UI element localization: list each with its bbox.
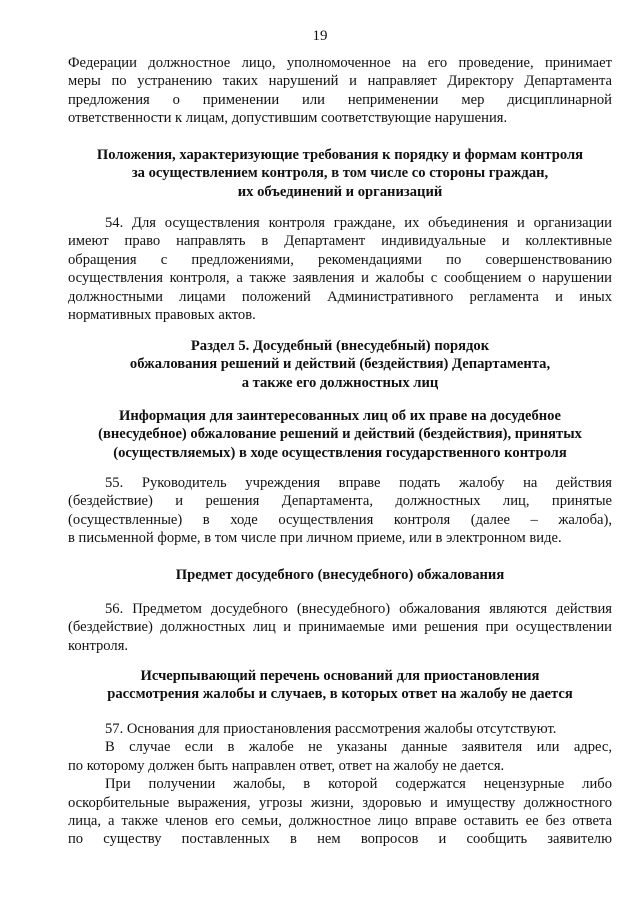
text-line: Федерации должностное лицо, уполномоченное на его проведение, принимает [68,55,612,71]
paragraph-55 [68,474,612,548]
text-line: лица, а также членов его семьи, должностное лицо вправе оставить ее без ответа [68,813,612,830]
intro-paragraph [68,54,612,128]
text-line: 56. Предметом досудебного (внесудебного) обжалования являются действия [105,601,612,617]
heading-information [68,407,612,462]
heading-line: рассмотрения жалобы и случаев, в которых ответ на жалобу не дается [107,686,573,703]
heading-line: Раздел 5. Досудебный (внесудебный) порядок [190,338,490,354]
text-line: (бездействие) должностных лиц и принимаемые ими решения при осуществлении [68,619,612,636]
paragraph-57 [68,720,612,849]
text-line: в письменной форме, в том числе при личном приеме, или в электронном виде. [68,530,562,547]
text-line: (осуществленные) в ходе осуществления контроля (далее – жалоба), [68,511,612,528]
text-line: предложения о применении или неприменении мер дисциплинарной [68,91,612,108]
text-line: 55. Руководитель учреждения вправе подать жалобу на действия [105,475,612,491]
heading-line: за осуществлением контроля, в том числе со стороны граждан, [131,165,549,182]
text-line: по которому должен быть направлен ответ, ответ на жалобу не дается. [68,757,505,774]
text-line: (бездействие) и решения Департамента, должностных лиц, принятые [68,493,612,510]
text-line: оскорбительные выражения, угрозы жизни, здоровью и имуществу должностного [68,794,612,811]
text-line: должностными лицами положений Административного регламента и иных [68,288,612,305]
heading-line: Положения, характеризующие требования к порядку и формам контроля [96,147,584,163]
heading-line: Исчерпывающий перечень оснований для приостановления [140,668,540,684]
text-line: ответственности к лицам, допустившим соответствующие нарушения. [68,110,508,127]
heading-line: Информация для заинтересованных лиц об их праве на досудебное [119,408,561,424]
text-line: 54. Для осуществления контроля граждане, их объединения и организации [105,215,612,231]
text-line: осуществления контроля, а также заявления и жалобы с сообщением о нарушении [68,270,612,287]
text-line: нормативных правовых актов. [68,307,256,324]
text-line: обращения с предложениями, рекомендациями по совершенствованию [68,251,612,268]
text-line: 57. Основания для приостановления рассмотрения жалобы отсутствуют. [105,721,557,737]
text-line: меры по устранению таких нарушений и направляет Директору Департамента [68,73,612,90]
text-line: по существу поставленных в нем вопросов и сообщить заявителю [68,831,612,848]
heading-line: (осуществляемых) в ходе осуществления государственного контроля [113,444,567,461]
heading-exhaustive-list [68,667,612,704]
heading-subject: Предмет досудебного (внесудебного) обжалования [175,567,505,583]
paragraph-54 [68,214,612,324]
heading-line: а также его должностных лиц [241,374,439,391]
heading-section-5 [68,337,612,392]
text-line: контроля. [68,637,129,654]
text-line: имеют право направлять в Департамент индивидуальные и коллективные [68,233,612,250]
heading-line: обжалования решений и действий (бездействия) Департамента, [129,356,551,373]
heading-control-provisions [68,146,612,201]
text-line: При получении жалобы, в которой содержатся нецензурные либо [105,776,612,793]
heading-line: (внесудебное) обжалование решений и действий (бездействия), принятых [98,426,582,443]
heading-line: их объединений и организаций [237,183,443,200]
page-number: 19 [312,28,328,44]
paragraph-56 [68,600,612,655]
text-line: В случае если в жалобе не указаны данные заявителя или адрес, [105,739,612,756]
